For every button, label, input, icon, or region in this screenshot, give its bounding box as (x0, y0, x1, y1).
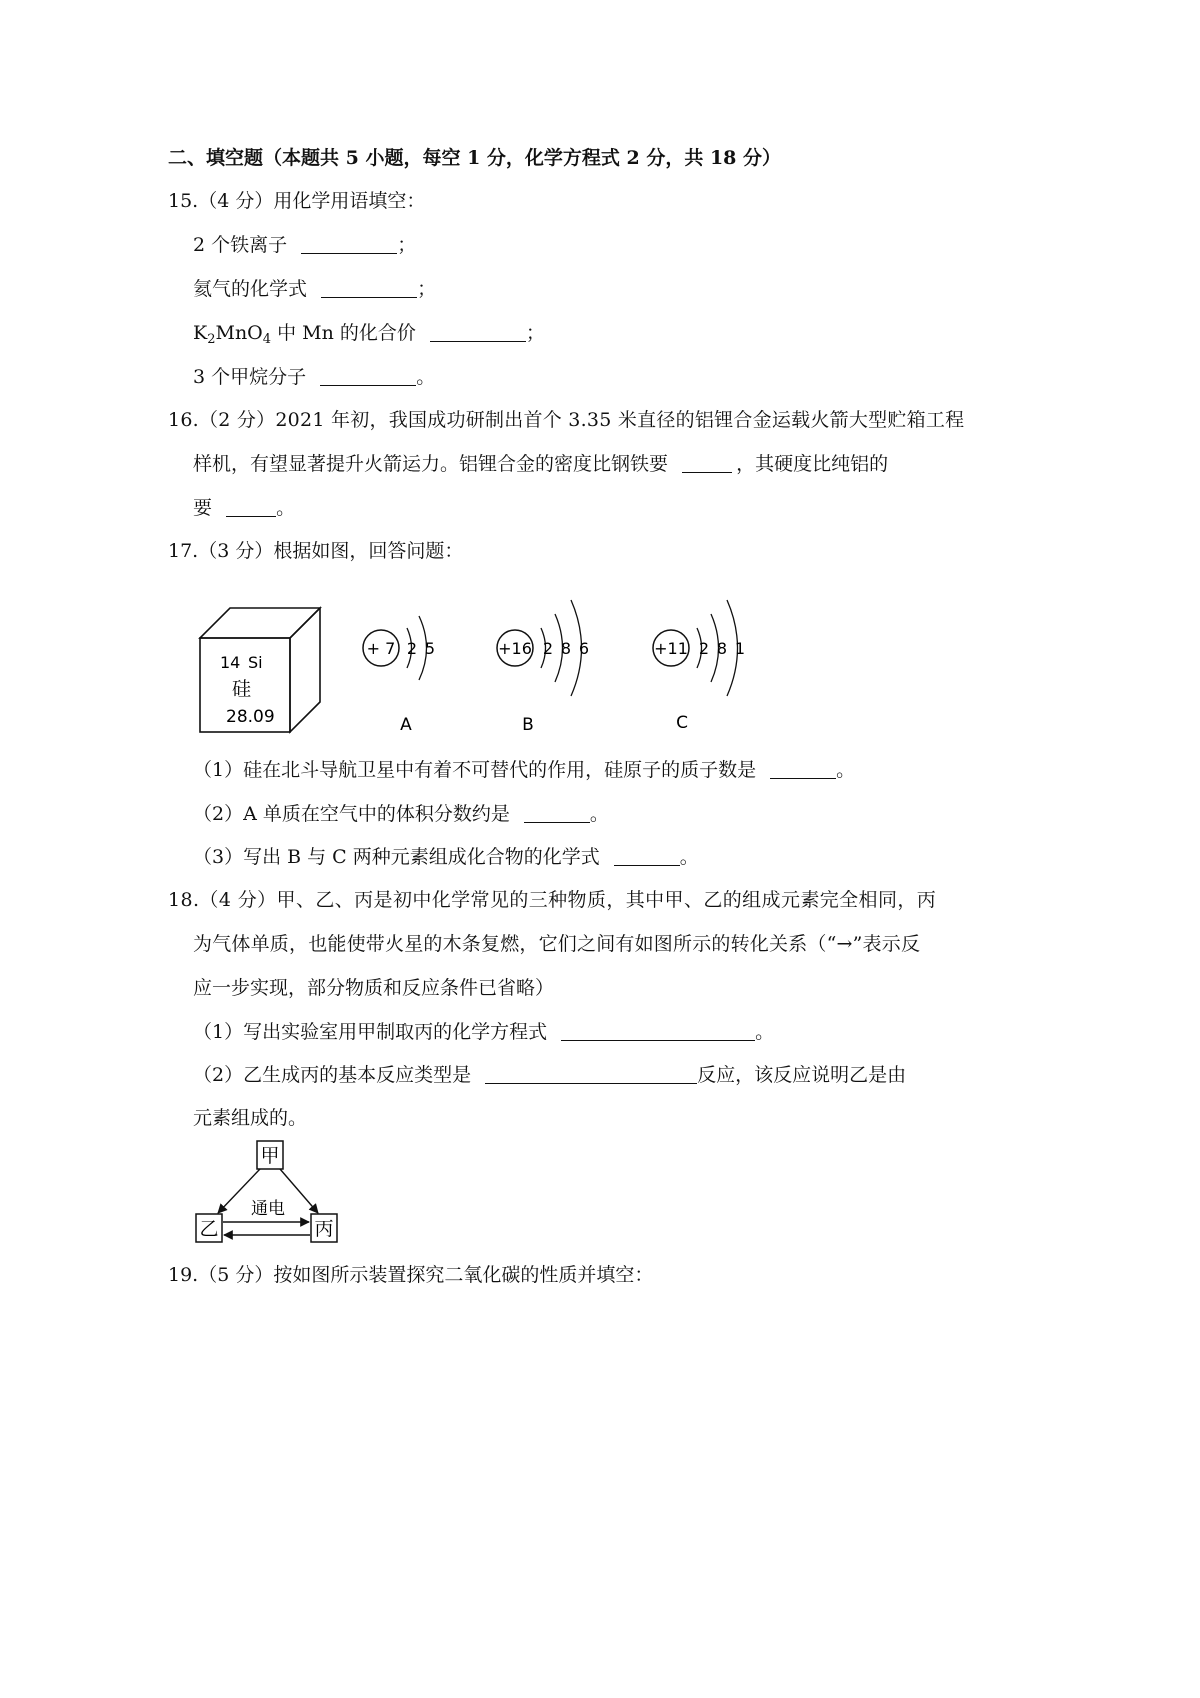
formula-sub-4: 4 (262, 332, 272, 347)
q17-blank-3[interactable] (614, 847, 680, 866)
element-cube (200, 608, 320, 732)
q15-formula (193, 322, 272, 347)
atom-c-charge: +11 (654, 639, 688, 658)
q16-line-2 (193, 453, 888, 476)
q18-line-2: 为气体单质，也能使带火星的木条复燃，它们之间有如图所示的转化关系（“→”表示反 (193, 933, 921, 955)
q16-line-3-b: 。 (276, 497, 296, 519)
atom-c (653, 600, 745, 733)
q19-stem: 19.（5 分）按如图所示装置探究二氧化碳的性质并填空： (168, 1264, 654, 1286)
q18-sub-2 (193, 1064, 906, 1087)
q16-line-2-a: 样机，有望显著提升火箭运力。铝锂合金的密度比钢铁要 (193, 453, 669, 475)
q15-blank-4[interactable] (320, 367, 416, 386)
q17-blank-1[interactable] (770, 760, 836, 779)
q15-item-2 (193, 278, 436, 301)
q18-sub-2-b: 反应，该反应说明乙是由 (697, 1064, 907, 1086)
q18-line-3: 应一步实现，部分物质和反应条件已省略） (193, 977, 555, 999)
formula-sub-2: 2 (207, 332, 216, 347)
q16-line-3-a: 要 (193, 497, 213, 519)
q16-blank-2[interactable] (226, 498, 276, 517)
q17-sub-2 (193, 803, 609, 826)
element-mass: 28.09 (226, 707, 275, 727)
atom-c-e2: 8 (716, 639, 728, 658)
q16-line-1: 16.（2 分）2021 年初，我国成功研制出首个 3.35 米直径的铝锂合金运载火箭大型贮箱工程 (168, 409, 965, 431)
q17-stem: 17.（3 分）根据如图，回答问题： (168, 540, 464, 562)
q18-sub-1-text: （1）写出实验室用甲制取丙的化学方程式 (193, 1021, 548, 1043)
q16-line-3 (193, 497, 295, 520)
atom-b (497, 600, 589, 735)
q17-sub-1-text: （1）硅在北斗导航卫星中有着不可替代的作用，硅原子的质子数是 (193, 759, 757, 781)
q18-sub-1-end: 。 (755, 1021, 775, 1043)
formula-mno: MnO (215, 322, 263, 344)
atom-a-e1: 2 (406, 639, 418, 658)
q16-line-2-b: ，其硬度比纯铝的 (736, 453, 889, 475)
atom-c-e3: 1 (734, 639, 746, 658)
atom-b-e2: 8 (560, 639, 572, 658)
q15-item-1-text: 2 个铁离子 (193, 234, 288, 256)
cube-top-face (200, 608, 320, 638)
q18-sub-2-a: （2）乙生成丙的基本反应类型是 (193, 1064, 472, 1086)
q17-sub-2-text: （2）A 单质在空气中的体积分数约是 (193, 803, 510, 825)
q17-blank-2[interactable] (524, 804, 590, 823)
atom-c-e1: 2 (698, 639, 710, 658)
label-bing: 丙 (314, 1218, 334, 1240)
q17-sub-1 (193, 759, 855, 782)
q18-sub-2-cont: 元素组成的。 (193, 1107, 308, 1129)
q15-end: 。 (416, 366, 436, 388)
q16-blank-1[interactable] (682, 454, 732, 473)
q15-item-4 (193, 366, 435, 389)
q17-end-3: 。 (679, 846, 699, 868)
cube-side-face (290, 608, 320, 732)
q17-end-2: 。 (589, 803, 609, 825)
atom-a (363, 616, 435, 735)
q15-blank-1[interactable] (301, 235, 397, 254)
q18-line-1: 18.（4 分）甲、乙、丙是初中化学常见的三种物质，其中甲、乙的组成元素完全相同，丙 (168, 889, 937, 911)
label-electrolysis: 通电 (251, 1199, 285, 1219)
section-header: 二、填空题（本题共 5 小题，每空 1 分，化学方程式 2 分，共 18 分） (168, 147, 782, 169)
label-jia: 甲 (260, 1145, 280, 1167)
q18-blank-1[interactable] (561, 1022, 755, 1041)
q17-sub-3 (193, 846, 699, 869)
atom-a-label: A (400, 715, 412, 735)
label-yi: 乙 (199, 1218, 219, 1240)
atom-a-charge: + 7 (366, 639, 396, 658)
q15-sep-1: ； (397, 234, 417, 256)
q15-item-3 (193, 322, 545, 345)
q15-sep-2: ； (417, 278, 437, 300)
q15-item-3-text: 中 Mn 的化合价 (277, 322, 416, 344)
q15-stem: 15.（4 分）用化学用语填空： (168, 190, 426, 212)
q15-sep-3: ； (525, 322, 545, 344)
q17-end-1: 。 (836, 759, 856, 781)
element-name: 硅 (232, 678, 252, 700)
q18-sub-1 (193, 1021, 774, 1044)
q15-item-2-text: 氦气的化学式 (193, 278, 308, 300)
q15-item-4-text: 3 个甲烷分子 (193, 366, 307, 388)
element-number: 14 (220, 653, 241, 672)
q18-diagram (188, 1136, 358, 1248)
q15-blank-2[interactable] (321, 279, 417, 298)
q15-item-1 (193, 234, 416, 257)
arrow-jia-to-bing (280, 1169, 318, 1213)
atom-c-label: C (676, 713, 688, 733)
atom-b-charge: +16 (498, 639, 532, 658)
q17-figure (190, 578, 770, 743)
element-symbol: Si (248, 653, 263, 672)
q15-blank-3[interactable] (430, 323, 526, 342)
atom-b-label: B (522, 715, 534, 735)
atom-b-e3: 6 (578, 639, 590, 658)
formula-k: K (193, 322, 208, 344)
atom-a-e2: 5 (424, 639, 436, 658)
q18-blank-2[interactable] (485, 1065, 697, 1084)
q17-sub-3-text: （3）写出 B 与 C 两种元素组成化合物的化学式 (193, 846, 600, 868)
atom-b-e1: 2 (542, 639, 554, 658)
